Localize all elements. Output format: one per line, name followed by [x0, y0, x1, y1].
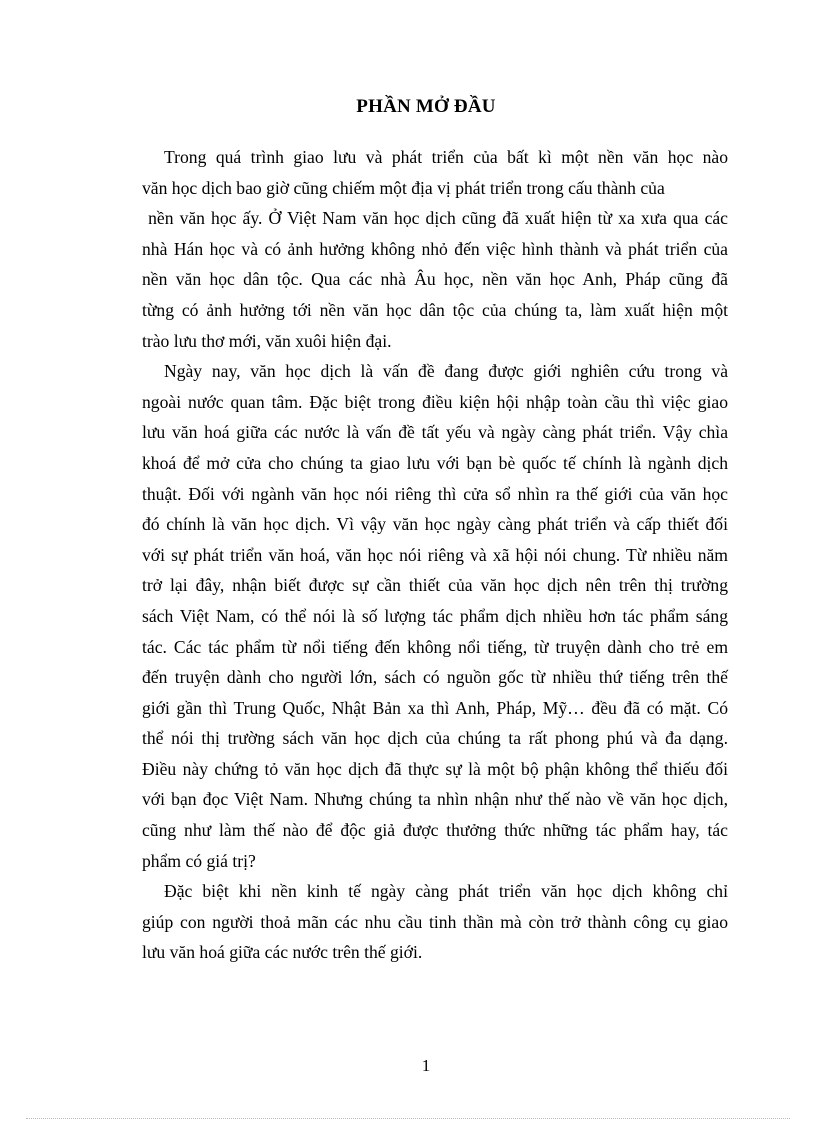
text-line: nền văn học dân tộc. Qua các nhà Âu học, nền văn học Anh, Pháp cũng đã: [142, 269, 728, 290]
text-line: giới gần thì Trung Quốc, Nhật Bản xa thì Anh, Pháp, Mỹ… đều đã có mặt. Có: [142, 697, 728, 718]
paragraph-3: [142, 876, 728, 968]
text-line: lưu văn hoá giữa các nước là vấn đề tất yếu và ngày càng phát triển. Vậy chìa: [142, 422, 728, 443]
text-line: cũng như làm thế nào để độc giả được thưởng thức những tác phẩm hay, tác: [142, 820, 728, 841]
text-line: trở lại đây, nhận biết được sự cần thiết của văn học dịch nên trên thị trường: [142, 575, 728, 596]
page-title: PHẦN MỞ ĐẦU: [356, 96, 496, 117]
text-line: đó chính là văn học dịch. Vì vậy văn học ngày càng phát triển và cấp thiết đối: [142, 514, 728, 535]
body-text: [142, 142, 728, 968]
text-line: Ngày nay, văn học dịch là vấn đề đang được giới nghiên cứu trong và: [164, 361, 728, 382]
text-line: khoá để mở cửa cho chúng ta giao lưu với bạn bè quốc tế chính là ngành dịch: [142, 452, 728, 473]
text-line: ngoài nước quan tâm. Đặc biệt trong điều kiện hội nhập toàn cầu thì việc giao: [142, 391, 728, 412]
text-line: với sự phát triển văn hoá, văn học nói riêng và xã hội nói chung. Từ nhiều năm: [142, 544, 728, 565]
text-line: từng có ảnh hưởng tới nền văn học dân tộc của chúng ta, làm xuất hiện một: [142, 299, 728, 320]
text-line: thuật. Đối với ngành văn học nói riêng thì cửa sổ nhìn ra thế giới của văn học: [142, 483, 728, 504]
text-line: Trong quá trình giao lưu và phát triển của bất kì một nền văn học nào: [164, 147, 728, 167]
text-line: văn học dịch bao giờ cũng chiếm một địa vị phát triển trong cấu thành của: [142, 177, 665, 198]
bottom-divider: [26, 1118, 790, 1119]
text-line: với bạn đọc Việt Nam. Nhưng chúng ta nhìn nhận như thế nào về văn học dịch,: [142, 789, 728, 810]
text-line: thể nói thị trường sách văn học dịch của chúng ta rất phong phú và đa dạng.: [142, 728, 728, 749]
page-number: 1: [421, 1056, 431, 1075]
text-line: nền văn học ấy. Ở Việt Nam văn học dịch cũng đã xuất hiện từ xa xưa qua các: [142, 208, 728, 229]
paragraph-2: [142, 356, 728, 876]
text-line: đến truyện dành cho người lớn, sách có nguồn gốc từ nhiều thứ tiếng trên thế: [142, 667, 728, 688]
text-line: Đặc biệt khi nền kinh tế ngày càng phát triển văn học dịch không chỉ: [164, 881, 728, 902]
text-line: tác. Các tác phẩm từ nổi tiếng đến không nổi tiếng, từ truyện dành cho trẻ em: [142, 636, 728, 657]
text-line: phẩm có giá trị?: [142, 850, 256, 871]
text-line: trào lưu thơ mới, văn xuôi hiện đại.: [142, 330, 392, 351]
text-line: lưu văn hoá giữa các nước trên thế giới.: [142, 942, 423, 963]
text-line: Điều này chứng tỏ văn học dịch đã thực sự là một bộ phận không thể thiếu đối: [142, 758, 728, 779]
text-line: nhà Hán học và có ảnh hưởng không nhỏ đến việc hình thành và phát triển của: [142, 238, 728, 259]
text-line: giúp con người thoả mãn các nhu cầu tinh thần mà còn trở thành công cụ giao: [142, 911, 728, 932]
paragraph-1: [142, 142, 728, 356]
text-line: sách Việt Nam, có thể nói là số lượng tác phẩm dịch nhiều hơn tác phẩm sáng: [142, 605, 728, 626]
